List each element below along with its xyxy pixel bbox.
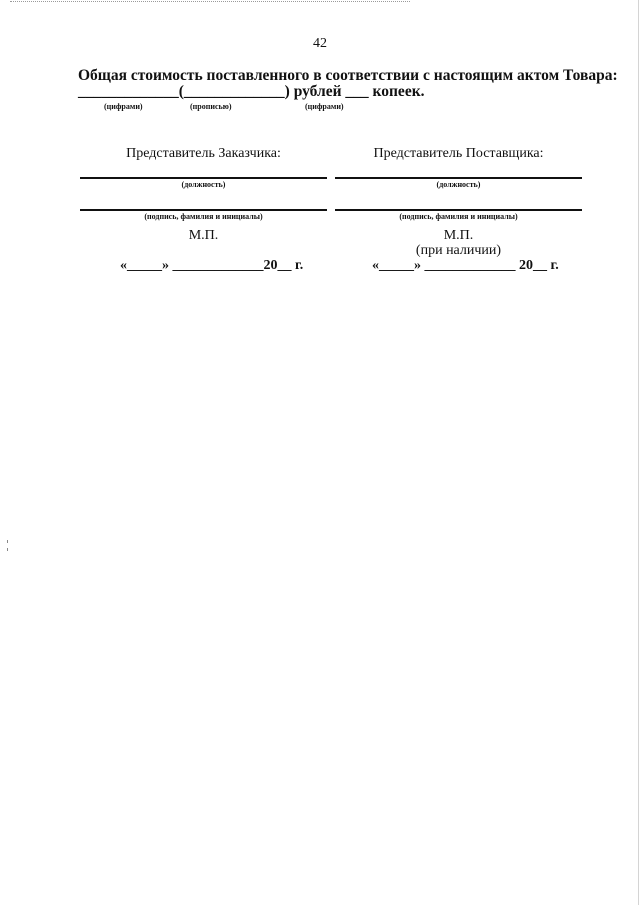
caption-amount-words: (прописью) (190, 102, 232, 111)
statement-word: с (423, 67, 430, 84)
statement-word: соответствии (325, 67, 420, 84)
supplier-position-line (335, 177, 582, 179)
page-number: 42 (313, 36, 327, 51)
customer-position-caption: (должность) (181, 180, 226, 189)
statement-word: стоимость (130, 67, 203, 84)
supplier-stamp-note: (при наличии) (415, 243, 502, 258)
statement-word: поставленного (206, 67, 310, 84)
statement-word: актом (517, 67, 560, 84)
customer-signature-line (80, 209, 327, 211)
supplier-signature-caption: (подпись, фамилия и инициалы) (399, 212, 518, 221)
supplier-signature-line (335, 209, 582, 211)
customer-position-line (80, 177, 327, 179)
scan-margin-mark (7, 540, 8, 543)
statement-word: в (313, 67, 322, 84)
supplier-stamp-label: М.П. (443, 228, 474, 243)
page-top-edge (10, 1, 410, 3)
scan-margin-mark (7, 548, 8, 551)
total-cost-fill-line: _____________(_____________) рублей ___ копеек. (78, 83, 425, 100)
supplier-date-line: «_____» _____________ 20__ г. (372, 258, 559, 273)
page-right-edge (638, 0, 639, 905)
customer-date-line: «_____» _____________20__ г. (120, 258, 304, 273)
supplier-position-caption: (должность) (436, 180, 481, 189)
customer-representative-title: Представитель Заказчика: (126, 146, 281, 161)
supplier-representative-title: Представитель Поставщика: (373, 146, 544, 161)
statement-word: настоящим (433, 67, 514, 84)
customer-stamp-label: М.П. (188, 228, 219, 243)
caption-kopeks-digits: (цифрами) (305, 102, 344, 111)
statement-word: Товара: (563, 67, 618, 84)
caption-amount-digits: (цифрами) (104, 102, 143, 111)
customer-signature-caption: (подпись, фамилия и инициалы) (144, 212, 263, 221)
statement-word: Общая (78, 67, 128, 84)
